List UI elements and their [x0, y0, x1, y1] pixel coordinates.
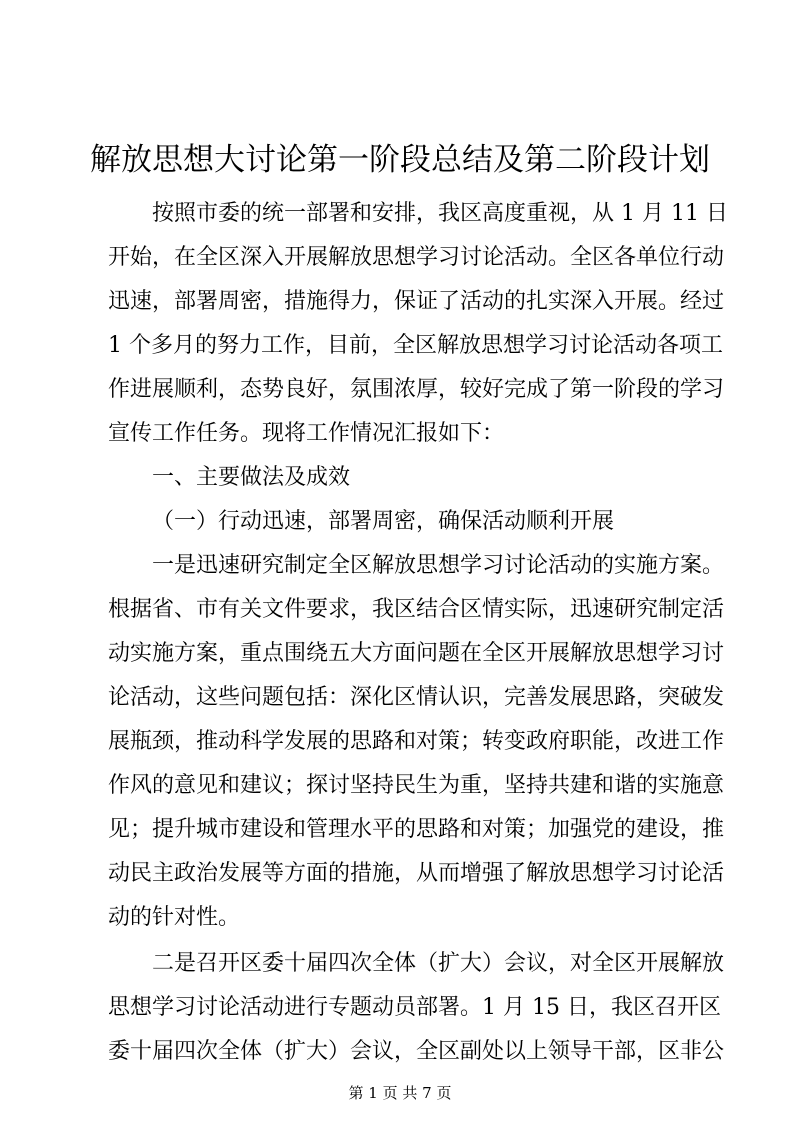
paragraph-line: 迅速，部署周密，措施得力，保证了活动的扎实深入开展。经过	[108, 289, 725, 314]
paragraph-line: 1 个多月的努力工作，目前，全区解放思想学习讨论活动各项工	[108, 333, 723, 358]
paragraph-line: 思想学习讨论活动进行专题动员部署。1 月 15 日，我区召开区	[108, 995, 721, 1020]
paragraph-line: 二是召开区委十届四次全体（扩大）会议，对全区开展解放	[152, 951, 725, 976]
paragraph-line: 动民主政治发展等方面的措施，从而增强了解放思想学习讨论活	[108, 861, 725, 886]
paragraph-line: 委十届四次全体（扩大）会议，全区副处以上领导干部，区非公	[108, 1039, 725, 1064]
paragraph-line: 一是迅速研究制定全区解放思想学习讨论活动的实施方案。	[152, 553, 725, 578]
paragraph-line: 按照市委的统一部署和安排，我区高度重视，从 1 月 11 日	[152, 201, 728, 226]
section-heading: 一、主要做法及成效	[152, 465, 351, 490]
page-number: 第 1 页 共 7 页	[348, 1084, 452, 1102]
paragraph-line: 动的针对性。	[108, 905, 241, 930]
paragraph-line: 开始，在全区深入开展解放思想学习讨论活动。全区各单位行动	[108, 245, 725, 270]
paragraph-line: 根据省、市有关文件要求，我区结合区情实际，迅速研究制定活	[108, 597, 725, 622]
paragraph-line: 作风的意见和建议；探讨坚持民生为重，坚持共建和谐的实施意	[108, 773, 725, 798]
paragraph-line: 作进展顺利，态势良好，氛围浓厚，较好完成了第一阶段的学习	[108, 377, 725, 402]
document-title: 解放思想大讨论第一阶段总结及第二阶段计划	[90, 142, 710, 178]
paragraph-line: 动实施方案，重点围绕五大方面问题在全区开展解放思想学习讨	[108, 641, 725, 666]
paragraph-line: 论活动，这些问题包括：深化区情认识，完善发展思路，突破发	[108, 685, 725, 710]
subsection-heading: （一）行动迅速，部署周密，确保活动顺利开展	[152, 509, 615, 534]
paragraph-line: 见；提升城市建设和管理水平的思路和对策；加强党的建设，推	[108, 817, 725, 842]
paragraph-line: 展瓶颈，推动科学发展的思路和对策；转变政府职能，改进工作	[108, 729, 725, 754]
paragraph-line: 宣传工作任务。现将工作情况汇报如下：	[108, 421, 505, 446]
